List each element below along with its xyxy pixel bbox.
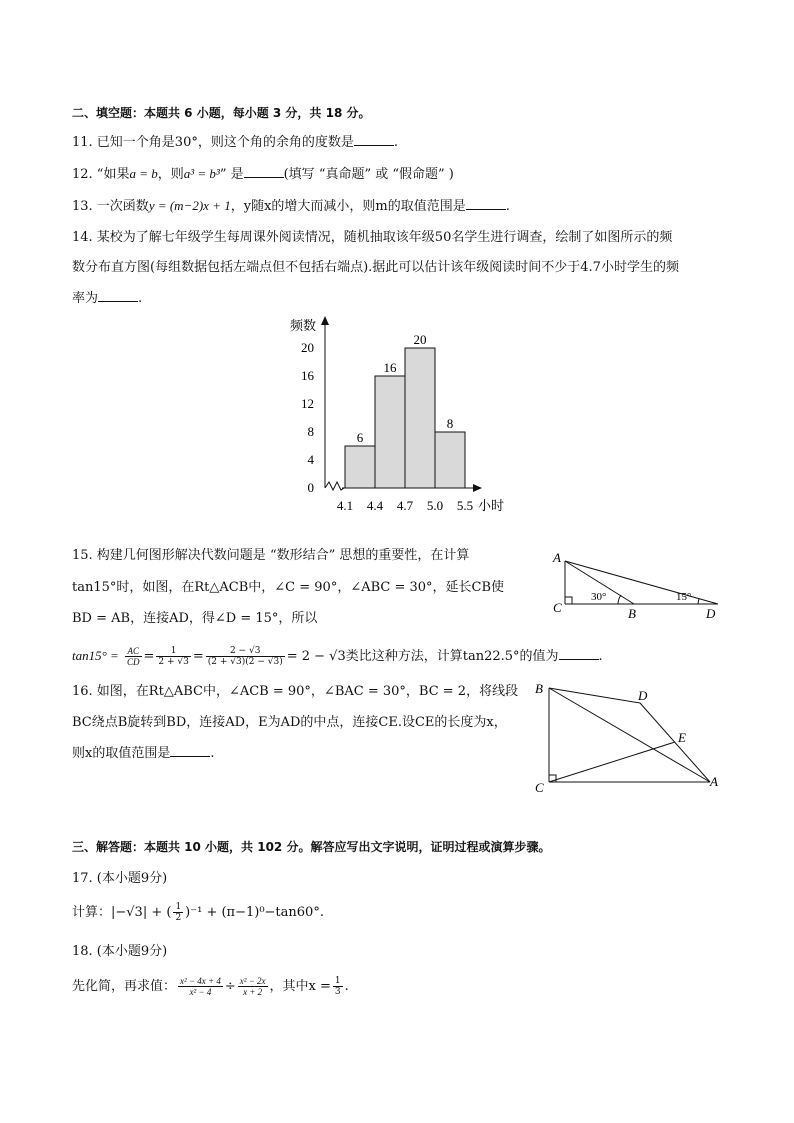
q12-text-c: ” 是 [219,167,244,182]
histogram-bar-4 [435,432,465,488]
q18-frac-3 [333,976,343,997]
q17-frac-half [173,902,183,923]
q15-frac3-den: (2 + √3)(2 − √3) [207,657,283,667]
q15-frac-ac-cd [125,646,142,667]
question-11 [72,133,398,153]
q15-segment-ad [565,561,718,604]
q15-label-b: B [628,606,636,621]
x-tick-label-2: 4.4 [366,498,384,513]
q18-frac-2 [238,976,268,997]
q17-frac-den: 2 [175,913,182,923]
q12-text-a: 12. “如果 [72,167,130,182]
x-axis-label: 小时 [478,498,505,513]
x-tick-label-1: 4.1 [336,498,354,513]
q16-segment-ce [549,742,675,782]
y-axis-arrow [321,316,329,325]
q12-blank [244,165,284,178]
q18-frac3-den: 3 [334,987,341,997]
q16-geometry-figure [530,678,730,798]
q14-line-3 [72,289,142,309]
q13-text-a: 13. 一次函数 [72,199,149,214]
q16-line-2: BC绕点B旋转到BD，连接AD，E为AD的中点，连接CE.设CE的长度为x， [72,715,507,730]
bar-value-label-2: 16 [383,360,397,375]
q17-text-b: )⁻¹ + (π−1)⁰−tan60°. [185,905,324,920]
histogram-bar-3 [405,348,435,488]
axis-break-zigzag [325,482,344,490]
q15-blank [559,647,599,660]
x-tick-label-5: 5.5 [456,498,474,513]
bar-value-label-1: 6 [356,430,364,445]
section-3-heading: 三、解答题：本题共 10 小题，共 102 分。解答应写出文字说明，证明过程或演算步骤。 [72,840,551,854]
q15-frac1-num: AC [125,646,142,657]
q18-frac2-den: x + 2 [243,987,263,997]
q16-blank [170,744,210,757]
q12-eq1: a = b [129,166,158,181]
y-tick-label-20: 20 [301,340,314,355]
q14-end: . [138,291,143,306]
histogram-bar-1 [345,446,375,488]
q16-text: 则x的取值范围是 [72,746,171,761]
q14-line-1: 14. 某校为了解七年级学生每周课外阅读情况，随机抽取该年级50名学生进行调查，绘制了如图所示的频 [72,230,673,245]
q16-line-1: 16. 如图，在Rt△ABC中，∠ACB = 90°，∠BAC = 30°，BC = 2，将线段 [72,684,519,699]
q15-label-d: D [706,606,716,621]
x-axis-arrow [473,484,482,492]
q15-frac1-den: CD [126,657,140,667]
q17-title: 17. (本小题9分) [72,871,168,886]
y-tick-label-4: 4 [307,452,314,467]
question-13 [72,196,510,217]
q18-title: 18. (本小题9分) [72,944,168,959]
q15-triangle-figure [548,548,728,622]
question-12 [72,164,454,185]
q13-text-b: ，y随x的增大而减小，则m的取值范围是 [230,199,466,214]
q15-equals-2: = [192,649,204,664]
q16-label-d: D [638,688,648,703]
histogram-bar-2 [375,376,405,488]
q13-end: . [505,199,510,214]
q11-end: . [393,135,398,150]
q15-angle-arc-15 [698,599,699,604]
bar-value-label-3: 20 [413,332,427,347]
q16-label-b: B [535,681,543,696]
q12-text-b: ，则 [157,167,184,182]
q14-line-2: 数分布直方图(每组数据包括左端点但不包括右端点).据此可以估计该年级阅读时间不少于4.7小时学生的频 [72,260,679,275]
q16-line-3 [72,744,214,764]
q17-frac-num: 1 [175,902,182,912]
q15-frac-1-over [156,646,190,667]
q18-text-a: 先化简，再求值： [72,979,177,994]
q15-tan15: tan15° = [72,648,119,663]
q12-eq2: a³ = b³ [183,166,220,181]
bar-value-label-4: 8 [446,416,454,431]
q15-frac-rationalized [206,646,285,667]
histogram-chart [280,310,520,520]
q15-frac2-den: 2 + √3 [158,657,189,667]
q11-text: 11. 已知一个角是30°，则这个角的余角的度数是 [72,135,354,150]
q13-blank [466,197,506,210]
q15-label-a: A [553,550,561,565]
q14-text: 率为 [72,291,99,306]
q18-expression [72,973,349,1001]
q15-end: . [598,649,603,664]
q16-label-c: C [535,780,544,795]
q18-frac3-num: 1 [334,976,341,986]
y-tick-label-0: 0 [307,480,314,495]
q15-line-4 [72,644,603,669]
q13-eq: y = (m−2)x + 1 [148,198,231,213]
q15-line-2: tan15°时，如图，在Rt△ACB中，∠C = 90°，∠ABC = 30°，延长CB使 [72,580,505,595]
q15-frac2-num: 1 [156,646,190,657]
y-tick-label-8: 8 [307,424,314,439]
q15-angle-arc-30 [618,595,621,604]
histogram-plot [290,316,504,513]
q15-angle-30: 30° [591,591,607,603]
q15-frac3-num: 2 − √3 [206,646,285,657]
q15-right-angle-mark [565,597,572,604]
x-tick-label-3: 4.7 [396,498,414,513]
q18-end: . [344,979,349,994]
q18-text-b: ，其中x = [269,979,331,994]
section-2-heading: 二、填空题：本题共 6 小题，每小题 3 分，共 18 分。 [72,106,371,120]
q12-text-d: (填写 “真命题” 或 “假命题” ) [283,167,454,182]
q15-equals: = [143,649,155,664]
q15-text-end: = 2 − √3类比这种方法，计算tan22.5°的值为 [286,649,559,664]
x-tick-label-4: 5.0 [426,498,444,513]
q17-text-a: 计算：|−√3| + ( [72,905,172,920]
y-tick-label-12: 12 [301,396,314,411]
q16-label-a: A [710,774,718,789]
q17-expression [72,900,324,926]
q18-frac1-den: x² − 4 [189,987,212,997]
y-axis-label: 频数 [290,318,317,333]
q15-angle-15: 15° [676,591,692,603]
q15-line-3: BD = AB，连接AD，得∠D = 15°，所以 [72,611,318,626]
q15-line-1: 15. 构建几何图形解决代数问题是 “数形结合” 思想的重要性，在计算 [72,548,470,563]
y-tick-label-16: 16 [301,368,314,383]
q14-blank [98,289,138,302]
q15-label-c: C [553,600,562,615]
q18-frac-1 [178,976,223,997]
q16-label-e: E [678,730,686,745]
q16-end: . [210,746,215,761]
q11-blank [354,133,394,146]
q18-frac2-num: x² − 2x [239,976,266,986]
q18-divide: ÷ [224,979,236,994]
q18-frac1-num: x² − 4x + 4 [180,976,221,986]
